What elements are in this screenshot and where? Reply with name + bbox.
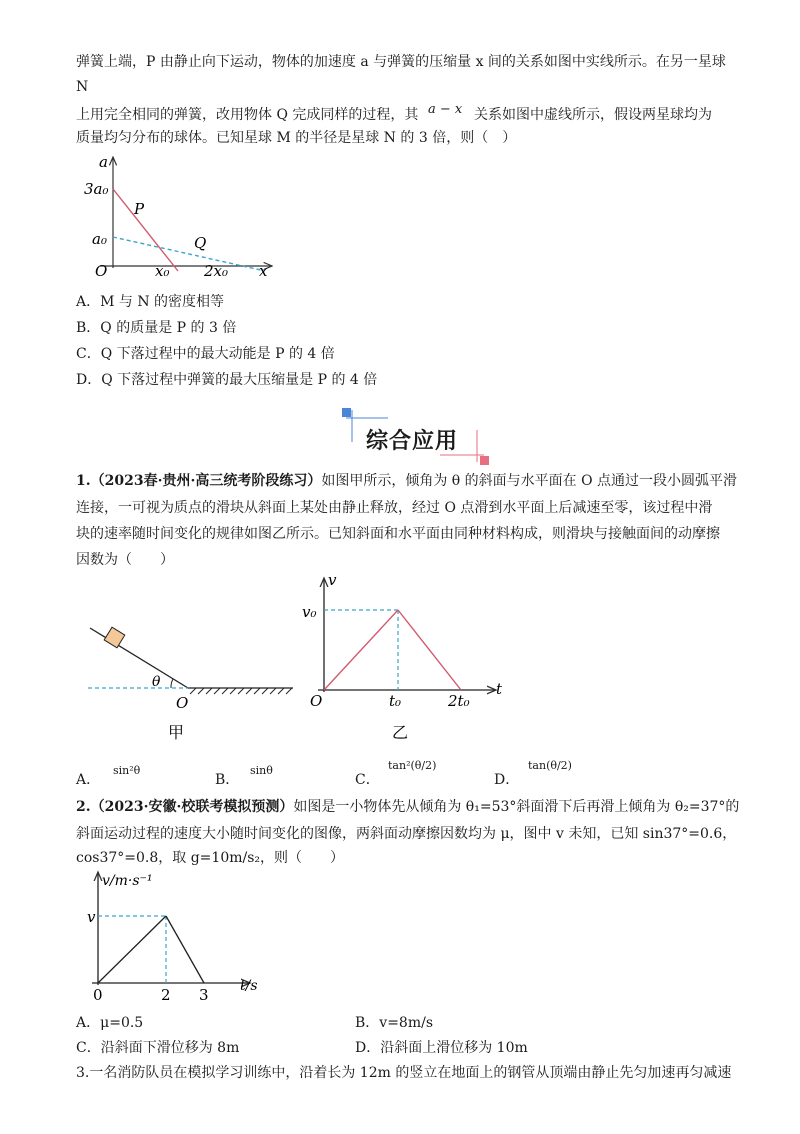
incline-origin-label: O <box>176 694 189 712</box>
q2-decel-segment <box>166 916 204 983</box>
q2-tick-3: 3 <box>199 986 209 1004</box>
tick-a0: a₀ <box>92 230 107 248</box>
tick-t0: t₀ <box>389 692 402 710</box>
prev-option-a: A．M 与 N 的密度相等 <box>76 294 225 310</box>
origin-label: O <box>95 262 108 280</box>
q1-option-d-formula: tan(θ/2) <box>528 759 572 772</box>
q2-origin-label: 0 <box>93 986 103 1004</box>
prev-line-2: N <box>76 79 89 95</box>
q1-number: 1. <box>76 473 91 489</box>
vt-origin-label: O <box>310 692 323 710</box>
q2-number: 2. <box>76 799 91 815</box>
q-label: Q <box>194 234 207 252</box>
q1-line-4: 因数为（ ） <box>76 552 174 568</box>
q1-line-3: 块的速率随时间变化的规律如图乙所示。已知斜面和水平面由同种材料构成，则滑块与接触面间的动摩擦 <box>76 526 720 542</box>
tick-x0: x₀ <box>155 262 170 280</box>
prev-line-1: 弹簧上端，P 由静止向下运动，物体的加速度 a 与弹簧的压缩量 x 间的关系如图中实线所示。在另一星球 <box>76 54 726 70</box>
theta-label: θ <box>152 674 161 690</box>
figure-vt-caption: 乙 <box>392 723 409 742</box>
q1-option-b-formula: sinθ <box>250 764 273 777</box>
q3-line-1: 3.一名消防队员在模拟学习训练中，沿着长为 12m 的竖立在地面上的钢管从顶端由静止先匀加速再匀减速 <box>76 1065 732 1081</box>
q2-tick-v: v <box>87 908 96 926</box>
prev-option-c: C．Q 下落过程中的最大动能是 P 的 4 倍 <box>76 346 335 362</box>
q2-option-a: A．μ=0.5 <box>76 1015 144 1031</box>
prev-line-4: 质量均匀分布的球体。已知星球 M 的半径是星球 N 的 3 倍，则（ ） <box>76 130 517 146</box>
q1-option-c-formula: tan²(θ/2) <box>388 759 437 772</box>
q2-source: （2023·安徽·校联考模拟预测） <box>90 799 294 815</box>
tick-2x0: 2x₀ <box>204 262 229 280</box>
tick-v0: v₀ <box>302 603 317 621</box>
q1-option-d-letter: D． <box>494 772 520 788</box>
q1-line-2: 连接，一可视为质点的滑块从斜面上某处由静止释放，经过 O 点滑到水平面上后减速至零，该过程中滑 <box>76 500 713 516</box>
t-axis-label: t <box>496 680 503 698</box>
a-axis-label: a <box>99 153 108 171</box>
q2-accel-segment <box>98 916 166 983</box>
x-axis-label: x <box>259 262 268 280</box>
prev-option-b: B．Q 的质量是 P 的 3 倍 <box>76 320 237 336</box>
q2-t-axis-label: t/s <box>240 978 258 994</box>
v-axis-label: v <box>328 571 337 589</box>
q1-option-a-formula: sin²θ <box>113 764 141 777</box>
q2-option-b: B．v=8m/s <box>355 1015 434 1031</box>
q2-line-2: 斜面运动过程的速度大小随时间变化的图像，两斜面动摩擦因数均为 μ，图中 v 未知，已知 sin37°=0.6， <box>76 826 737 842</box>
tick-3a0: 3a₀ <box>84 180 109 198</box>
q2-option-c: C．沿斜面下滑位移为 8m <box>76 1040 240 1056</box>
q2-v-axis-label: v/m·s⁻¹ <box>102 873 153 889</box>
q2-line-3: cos37°=0.8，取 g=10m/s₂，则（ ） <box>76 850 345 866</box>
prev-line-3-formula: a − x <box>428 102 463 117</box>
p-label: P <box>134 200 145 218</box>
q1-option-b-letter: B． <box>215 772 240 788</box>
figure-incline-caption: 甲 <box>168 723 185 742</box>
q2-text-1: 如图是一小物体先从倾角为 θ₁=53°斜面滑下后再滑上倾角为 θ₂=37°的 <box>293 799 740 815</box>
prev-line-3a: 上用完全相同的弹簧，改用物体 Q 完成同样的过程，其 <box>76 107 419 123</box>
q2-tick-2: 2 <box>161 986 171 1004</box>
prev-option-d: D．Q 下落过程中弹簧的最大压缩量是 P 的 4 倍 <box>76 372 378 388</box>
section-title: 综合应用 <box>366 429 459 454</box>
q1-text-1: 如图甲所示，倾角为 θ 的斜面与水平面在 O 点通过一段小圆弧平滑 <box>321 473 738 489</box>
q2-option-d: D．沿斜面上滑位移为 10m <box>355 1040 528 1056</box>
prev-line-3b: 关系如图中虚线所示，假设两星球均为 <box>474 107 712 123</box>
q1-option-c-letter: C． <box>355 772 380 788</box>
q1-option-a-letter: A． <box>76 772 101 788</box>
q1-source: （2023春·贵州·高三统考阶段练习） <box>90 473 322 489</box>
tick-2t0: 2t₀ <box>448 692 470 710</box>
